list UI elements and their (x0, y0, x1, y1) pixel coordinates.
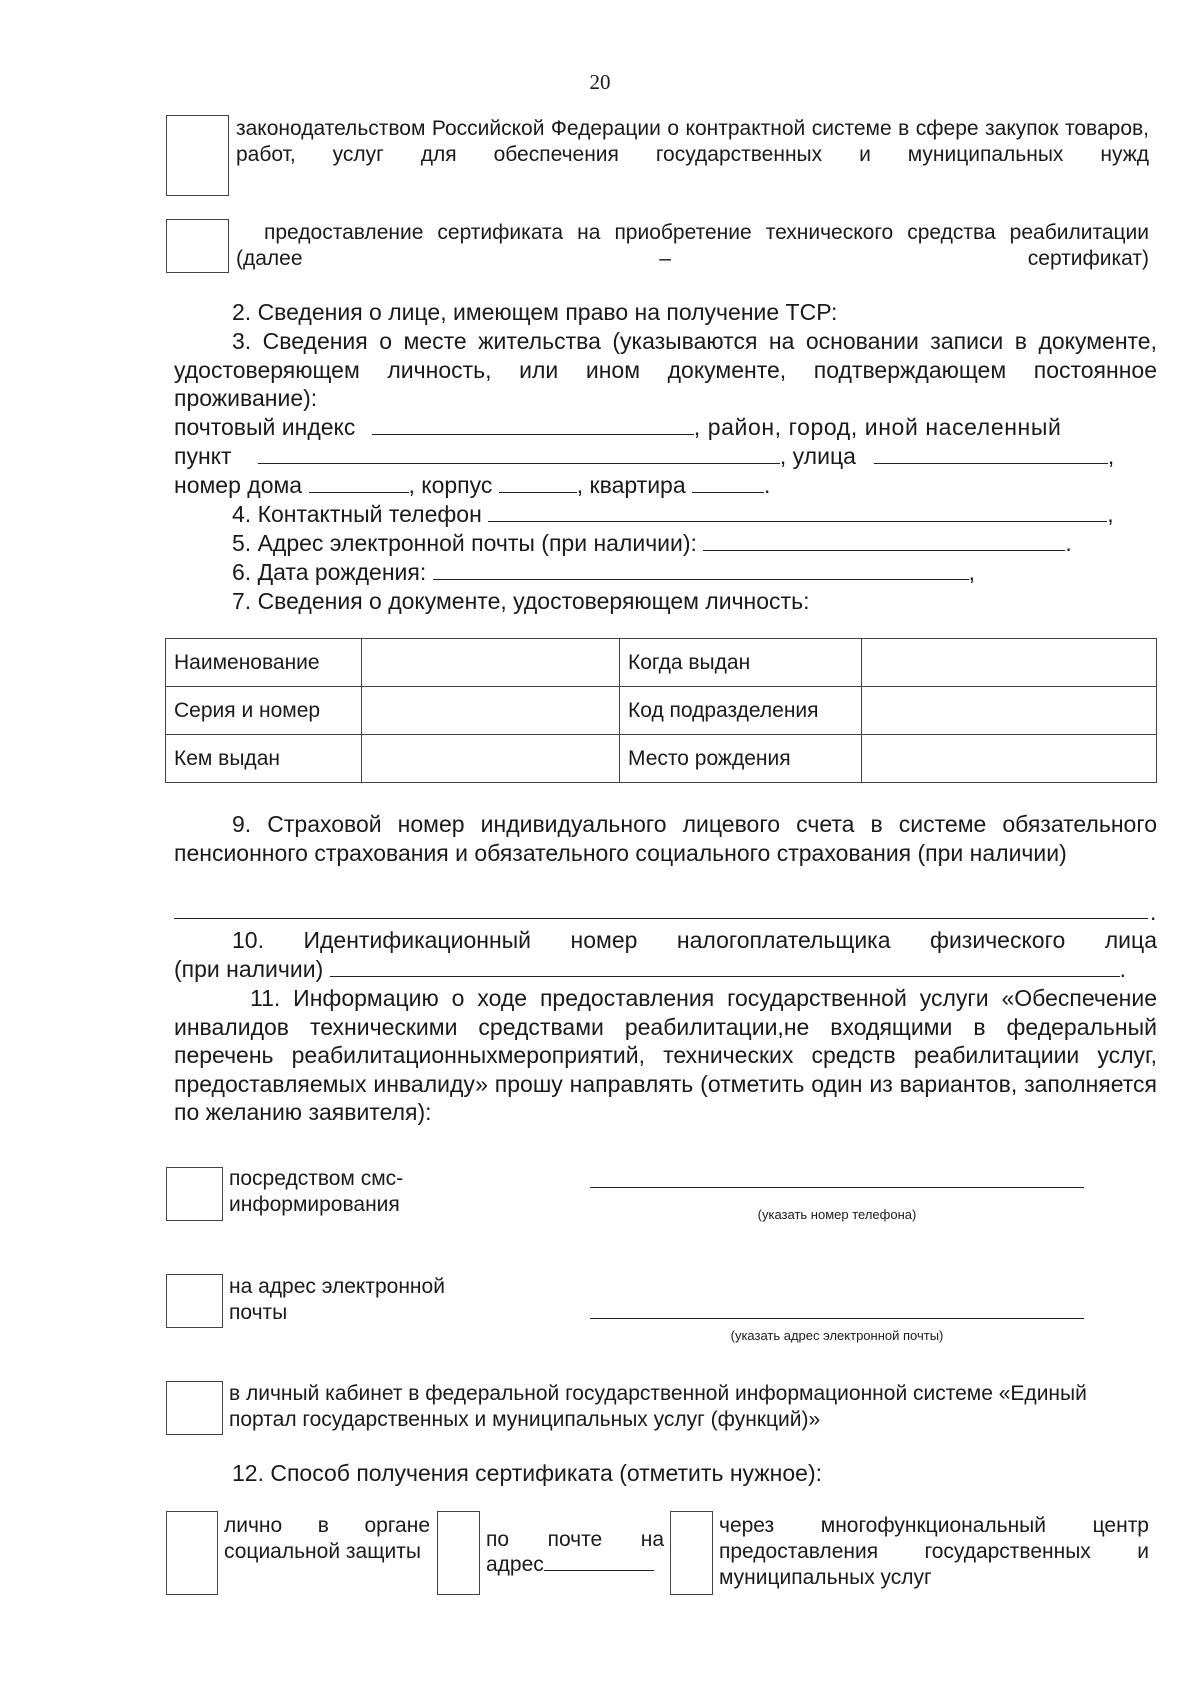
email-notify-checkbox[interactable] (166, 1274, 223, 1328)
mfc-label: через многофункциональный центр предоставления государственных и муниципальных услуг (719, 1514, 1149, 1589)
sms-checkbox[interactable] (166, 1167, 223, 1221)
birthdate-row (232, 558, 975, 586)
district-label: , район, город, иной населенный (693, 414, 1062, 440)
sms-hint: (указать номер телефона) (757, 1207, 917, 1222)
in-person-label: лично в органе социальной защиты (224, 1514, 430, 1563)
table-cell-input[interactable] (862, 735, 1157, 783)
inn-field[interactable] (330, 955, 1120, 977)
inn-row (174, 955, 1126, 983)
mfc-checkbox[interactable] (670, 1511, 713, 1595)
house-row (174, 471, 770, 499)
house-number-field[interactable] (309, 471, 409, 493)
procurement-checkbox[interactable] (166, 115, 229, 196)
item-9-text: 9. Страховой номер индивидуального лицевого счета в системе обязательного пенсионного страхования и обязательного социального страхования (при наличии) (174, 811, 1157, 866)
period: . (1065, 530, 1072, 556)
phone-label: 4. Контактный телефон (232, 501, 482, 527)
by-mail-row (486, 1551, 654, 1579)
by-mail-label-1: по почте на (486, 1528, 664, 1551)
phone-field[interactable] (488, 500, 1107, 522)
portal-checkbox[interactable] (166, 1381, 223, 1435)
phone-row (232, 500, 1114, 528)
period: . (1150, 899, 1157, 925)
birthdate-label: 6. Дата рождения: (232, 559, 427, 585)
item-2-heading: 2. Сведения о лице, имеющем право на получение ТСР: (232, 299, 838, 325)
table-cell-input[interactable] (362, 735, 620, 783)
item-3-text: 3. Сведения о месте жительства (указываются на основании записи в документе, удостоверяющем личность, или ином документе, подтверждающем постоянное проживание): (174, 328, 1157, 411)
email-hint: (указать адрес электронной почты) (730, 1328, 944, 1343)
comma: , (1107, 443, 1115, 469)
certificate-option-text: предоставление сертификата на приобретение технического средства реабилитации (далее – сертификат) (236, 221, 1149, 270)
table-row (166, 735, 1157, 783)
portal-option-label: в личный кабинет в федеральной государственной информационной системе «Единый портал государственных и муниципальных услуг (функций)» (229, 1382, 1087, 1431)
mail-address-field[interactable] (544, 1551, 654, 1571)
building-label: , корпус (408, 472, 493, 498)
table-cell-label: Серия и номер (166, 687, 362, 735)
certificate-checkbox[interactable] (166, 219, 229, 273)
item-12-heading: 12. Способ получения сертификата (отметить нужное): (232, 1460, 822, 1486)
point-row (174, 442, 1157, 470)
apartment-field[interactable] (692, 471, 764, 493)
locality-field[interactable] (258, 442, 780, 464)
period: . (764, 472, 771, 498)
page-number: 20 (589, 70, 611, 94)
table-cell-label: Когда выдан (620, 639, 862, 687)
table-cell-label: Код подразделения (620, 687, 862, 735)
inn-label: (при наличии) (174, 956, 324, 982)
apartment-label: , квартира (576, 472, 686, 498)
postal-label: почтовый индекс (174, 414, 356, 440)
in-person-checkbox[interactable] (166, 1511, 218, 1595)
item-7-heading: 7. Сведения о документе, удостоверяющем личность: (232, 588, 810, 614)
notify-email-field[interactable] (590, 1318, 1084, 1319)
id-document-table (165, 638, 1157, 783)
sms-phone-field[interactable] (590, 1187, 1084, 1188)
snils-field[interactable] (174, 918, 1148, 919)
street-field[interactable] (874, 442, 1108, 464)
table-row (166, 687, 1157, 735)
postal-row (174, 413, 1157, 441)
point-label: пункт (174, 443, 232, 469)
item-10-text: 10. Идентификационный номер налогоплательщика физического лица (232, 927, 1157, 953)
procurement-option-text: законодательством Российской Федерации о контрактной системе в сфере закупок товаров, работ, услуг для обеспечения государственных и муниципальных нужд (236, 117, 1149, 166)
postal-code-field[interactable] (372, 413, 694, 435)
table-cell-input[interactable] (362, 639, 620, 687)
table-cell-label: Наименование (166, 639, 362, 687)
comma: , (968, 559, 975, 585)
table-cell-label: Кем выдан (166, 735, 362, 783)
by-mail-label-2: адрес (486, 1553, 544, 1576)
table-cell-input[interactable] (362, 687, 620, 735)
by-mail-checkbox[interactable] (437, 1511, 480, 1595)
house-label: номер дома (174, 472, 303, 498)
table-row (166, 639, 1157, 687)
table-cell-input[interactable] (862, 639, 1157, 687)
table-cell-input[interactable] (862, 687, 1157, 735)
email-field[interactable] (703, 529, 1065, 551)
building-field[interactable] (499, 471, 577, 493)
street-label: , улица (779, 443, 856, 469)
birthdate-field[interactable] (433, 558, 969, 580)
table-cell-label: Место рождения (620, 735, 862, 783)
email-option-label: на адрес электронной почты (229, 1275, 445, 1324)
period: . (1119, 956, 1127, 982)
comma: , (1107, 501, 1114, 527)
email-row (232, 529, 1072, 557)
sms-option-label: посредством смс-информирования (229, 1167, 404, 1216)
email-label: 5. Адрес электронной почты (при наличии): (232, 530, 697, 556)
item-11-text: 11. Информацию о ходе предоставления государственной услуги «Обеспечение инвалидов техническими средствами реабилитации,не входящими в федеральный перечень реабилитационныхмероприятий, технических средств реабилитациии услуг, предоставляемых инвалиду» прошу направлять (отметить один из вариантов, заполняется по желанию заявителя): (174, 985, 1157, 1125)
